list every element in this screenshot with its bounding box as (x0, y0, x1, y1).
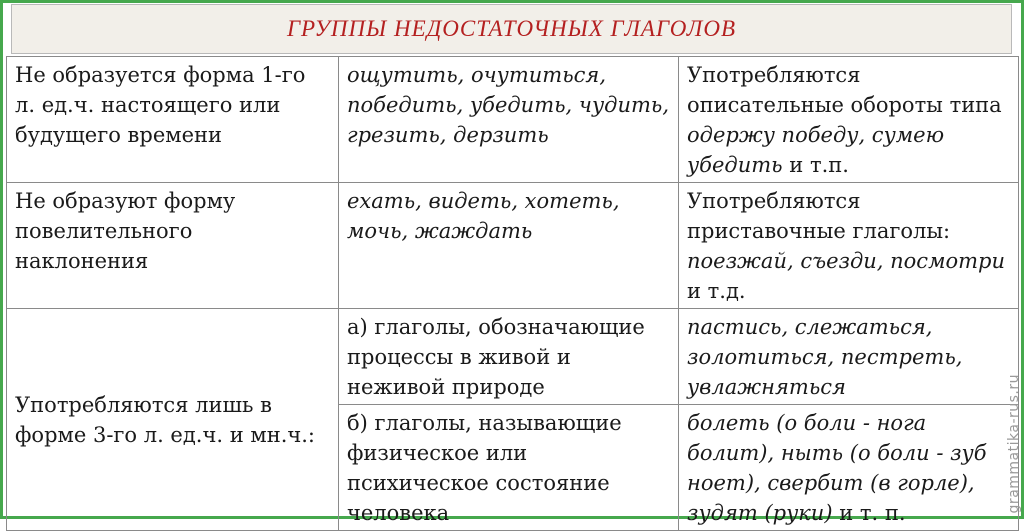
table-row (7, 57, 1019, 183)
row2-usage-plain: Употребляются приставочные глаголы: (687, 189, 951, 243)
row1-usage-plain: Употребляются описательные обороты типа (687, 63, 1002, 117)
row3a-description: а) глаголы, обозначающие процессы в живой и неживой природе (339, 309, 679, 405)
row1-examples: ощутить, очутиться, победить, убедить, чудить, грезить, дерзить (339, 57, 679, 183)
row2-examples: ехать, видеть, хотеть, мочь, жаждать (339, 183, 679, 309)
row3-label: Употребляются лишь в форме 3-го л. ед.ч. и мн.ч.: (7, 309, 339, 531)
row3b-tail: и т. п. (839, 501, 906, 525)
row2-usage-tail: и т.д. (687, 279, 746, 303)
row1-usage-italic: одержу победу, сумею убедить (687, 123, 945, 177)
title-bar (11, 4, 1012, 54)
table-row (7, 309, 1019, 405)
page-title: ГРУППЫ НЕДОСТАТОЧНЫХ ГЛАГОЛОВ (286, 16, 737, 41)
row1-label: Не образуется форма 1-го л. ед.ч. настоящего или будущего времени (7, 57, 339, 183)
row2-usage (679, 183, 1019, 309)
row2-label: Не образуют форму повелительного наклонения (7, 183, 339, 309)
verbs-table (6, 56, 1019, 531)
row2-usage-italic: поезжай, съезди, посмотри (687, 249, 1006, 273)
row3a-examples: пастись, слежаться, золотиться, пестреть, увлажняться (679, 309, 1019, 405)
row1-usage (679, 57, 1019, 183)
watermark: grammatika-rus.ru (1006, 373, 1022, 513)
row3b-examples: болеть (о боли - нога болит), ныть (о боли - зуб ноет), свербит (в горле), зудят (руки) (687, 411, 987, 525)
row3b-description: б) глаголы, называющие физическое или психическое состояние человека (339, 405, 679, 531)
table-row (7, 183, 1019, 309)
row3b-examples-cell (679, 405, 1019, 531)
row1-usage-tail: и т.п. (789, 153, 849, 177)
